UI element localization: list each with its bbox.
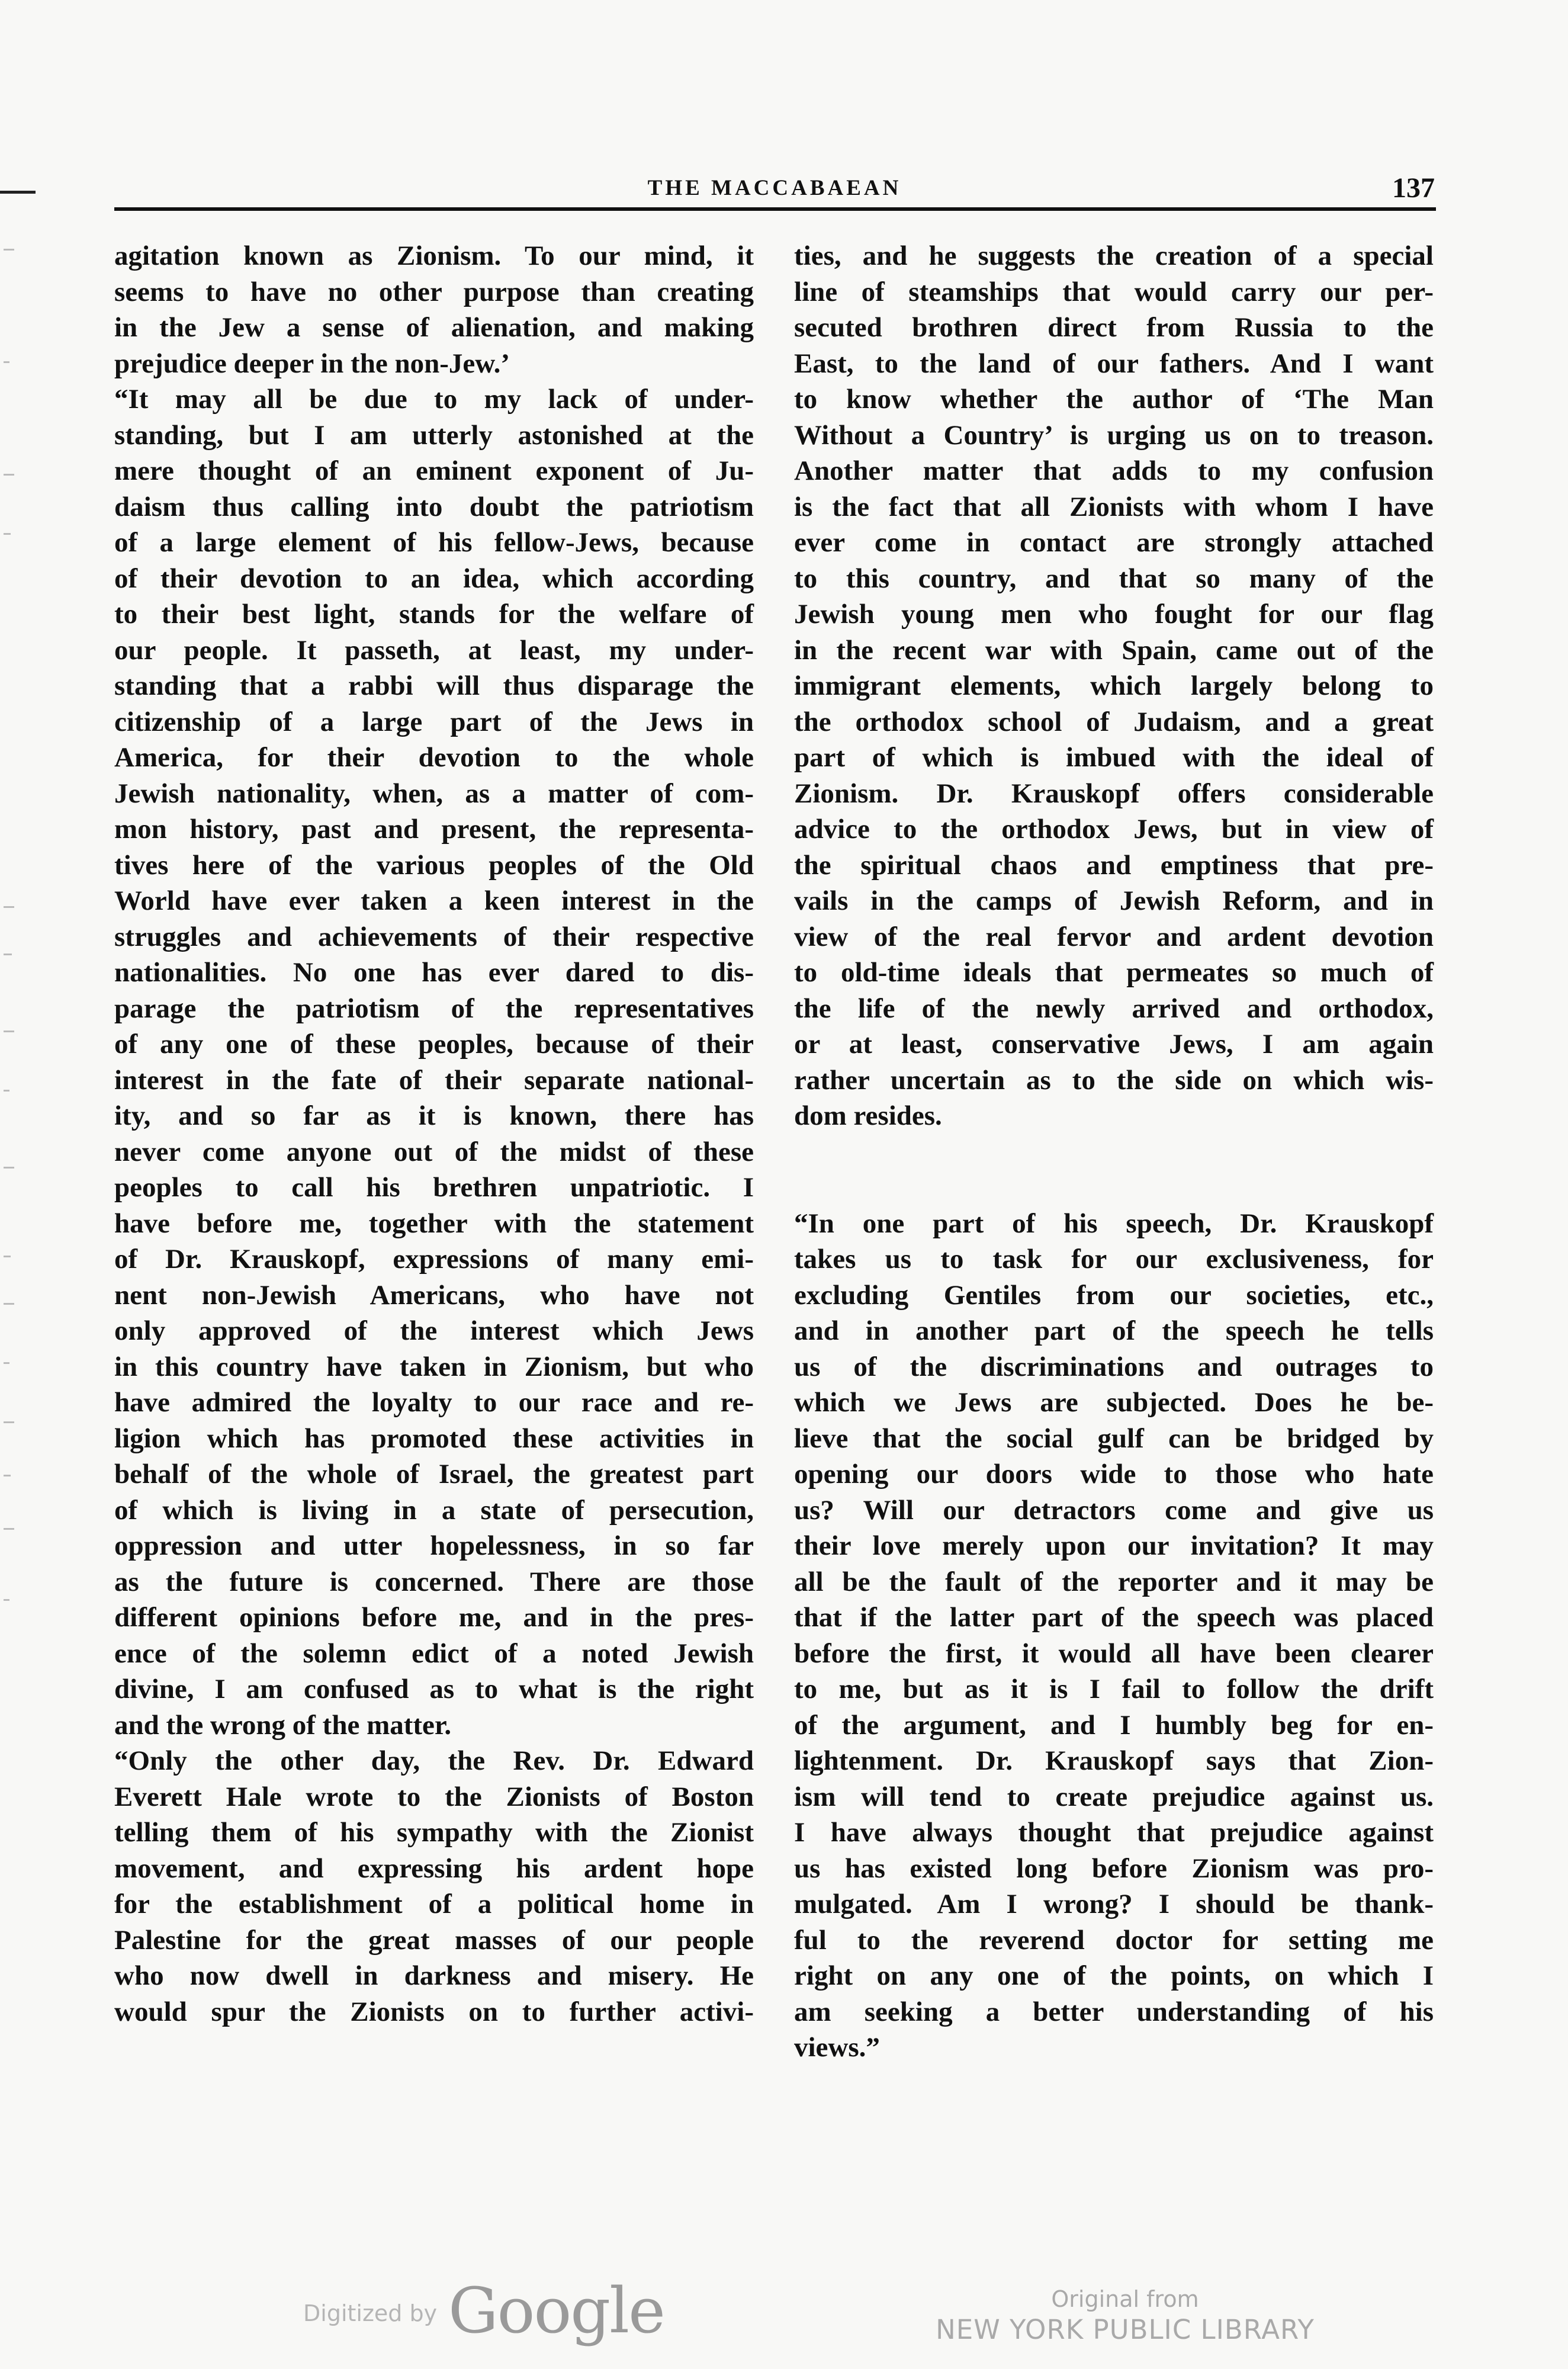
- text-line: of which is living in a state of persecution,: [114, 1494, 754, 1526]
- text-line: citizenship of a large part of the Jews in: [114, 706, 754, 737]
- running-header: [114, 172, 1435, 207]
- text-line: would spur the Zionists on to further activi-: [114, 1996, 754, 2027]
- text-line: to old-time ideals that permeates so much of: [794, 957, 1434, 988]
- text-line: never come anyone out of the midst of these: [114, 1136, 754, 1167]
- text-line: or at least, conservative Jews, I am again: [794, 1029, 1434, 1060]
- original-from-label: Original from: [1051, 2286, 1199, 2312]
- text-line: only approved of the interest which Jews: [114, 1315, 754, 1346]
- library-watermark: [918, 2285, 1332, 2346]
- text-line: struggles and achievements of their respective: [114, 921, 754, 952]
- text-line: us has existed long before Zionism was pro-: [794, 1853, 1434, 1884]
- text-line: for the establishment of a political home in: [114, 1889, 754, 1919]
- text-line: to me, but as it is I fail to follow the drift: [794, 1674, 1434, 1704]
- text-line: us? Will our detractors come and give us: [794, 1494, 1434, 1526]
- text-line: America, for their devotion to the whole: [114, 742, 754, 773]
- page-number: 137: [1392, 172, 1435, 204]
- text-line: secuted brothren direct from Russia to the: [794, 312, 1434, 343]
- text-line: ever come in contact are strongly attached: [794, 527, 1434, 558]
- text-line: view of the real fervor and ardent devotion: [794, 921, 1434, 952]
- text-line: prejudice deeper in the non-Jew.’: [114, 348, 510, 379]
- text-line: seems to have no other purpose than creating: [114, 276, 754, 307]
- text-line: right on any one of the points, on which I: [794, 1960, 1434, 1991]
- text-line: have before me, together with the statement: [114, 1208, 754, 1239]
- text-line: Zionism. Dr. Krauskopf offers considerable: [794, 778, 1434, 809]
- text-line: mere thought of an eminent exponent of Ju-: [114, 455, 754, 486]
- google-logo: Google: [448, 2274, 664, 2347]
- text-line: that if the latter part of the speech was placed: [794, 1602, 1434, 1633]
- text-line: Jewish nationality, when, as a matter of com-: [114, 778, 754, 809]
- text-line: the spiritual chaos and emptiness that pre-: [794, 849, 1434, 881]
- text-line: is the fact that all Zionists with whom I have: [794, 491, 1434, 522]
- text-line: views.”: [794, 2032, 880, 2063]
- text-line: daism thus calling into doubt the patriotism: [114, 491, 754, 522]
- text-line: agitation known as Zionism. To our mind, it: [114, 240, 754, 271]
- left-column: [114, 238, 754, 2030]
- text-line: and the wrong of the matter.: [114, 1709, 452, 1741]
- text-line: immigrant elements, which largely belong to: [794, 670, 1434, 701]
- text-line: Everett Hale wrote to the Zionists of Boston: [114, 1781, 754, 1812]
- text-line: of the argument, and I humbly beg for en-: [794, 1709, 1434, 1741]
- text-line: “In one part of his speech, Dr. Krauskopf: [794, 1208, 1434, 1239]
- text-line: in this country have taken in Zionism, but who: [114, 1351, 754, 1382]
- text-line: World have ever taken a keen interest in the: [114, 885, 754, 916]
- text-line: the orthodox school of Judaism, and a great: [794, 706, 1434, 737]
- text-line: part of which is imbued with the ideal of: [794, 742, 1434, 773]
- text-line: in the Jew a sense of alienation, and making: [114, 312, 754, 343]
- text-line: as the future is concerned. There are those: [114, 1566, 754, 1597]
- text-line: vails in the camps of Jewish Reform, and in: [794, 885, 1434, 916]
- text-line: ligion which has promoted these activities in: [114, 1423, 754, 1454]
- header-rule: [114, 207, 1436, 211]
- text-line: of any one of these peoples, because of their: [114, 1029, 754, 1060]
- text-line: rather uncertain as to the side on which wis-: [794, 1064, 1434, 1096]
- margin-edge-rule: [0, 191, 36, 194]
- library-name: NEW YORK PUBLIC LIBRARY: [936, 2314, 1315, 2345]
- text-line: behalf of the whole of Israel, the greatest part: [114, 1459, 754, 1490]
- text-line: have admired the loyalty to our race and re-: [114, 1387, 754, 1418]
- text-line: parage the patriotism of the representatives: [114, 993, 754, 1024]
- text-line: ism will tend to create prejudice against us.: [794, 1781, 1434, 1812]
- paragraph-gap: [794, 1170, 1434, 1206]
- text-line: nent non-Jewish Americans, who have not: [114, 1279, 754, 1311]
- text-line: and in another part of the speech he tells: [794, 1315, 1434, 1346]
- text-line: of a large element of his fellow-Jews, because: [114, 527, 754, 558]
- text-line: interest in the fate of their separate national-: [114, 1064, 754, 1096]
- text-line: standing, but I am utterly astonished at the: [114, 419, 754, 451]
- text-line: to this country, and that so many of the: [794, 563, 1434, 594]
- text-line: Jewish young men who fought for our flag: [794, 599, 1434, 630]
- text-line: us of the discriminations and outrages to: [794, 1351, 1434, 1382]
- right-column: [794, 238, 1434, 2066]
- text-line: advice to the orthodox Jews, but in view of: [794, 814, 1434, 845]
- binding-margin-marks: [0, 225, 30, 1706]
- text-line: to their best light, stands for the welfare of: [114, 599, 754, 630]
- text-line: mulgated. Am I wrong? I should be thank-: [794, 1889, 1434, 1919]
- text-line: Another matter that adds to my confusion: [794, 455, 1434, 486]
- text-line: am seeking a better understanding of his: [794, 1996, 1434, 2027]
- text-line: of their devotion to an idea, which according: [114, 563, 754, 594]
- text-line: nationalities. No one has ever dared to dis-: [114, 957, 754, 988]
- text-line: ful to the reverend doctor for setting me: [794, 1924, 1434, 1956]
- text-line: lieve that the social gulf can be bridged by: [794, 1423, 1434, 1454]
- text-line: peoples to call his brethren unpatriotic. I: [114, 1172, 754, 1203]
- text-line: dom resides.: [794, 1100, 942, 1131]
- text-line: standing that a rabbi will thus disparage the: [114, 670, 754, 701]
- text-line: oppression and utter hopelessness, in so far: [114, 1530, 754, 1561]
- text-line: which we Jews are subjected. Does he be-: [794, 1387, 1434, 1418]
- text-line: excluding Gentiles from our societies, etc.,: [794, 1279, 1434, 1311]
- text-line: takes us to task for our exclusiveness, for: [794, 1244, 1434, 1275]
- journal-title: THE MACCABAEAN: [647, 176, 902, 200]
- digitized-by-label: Digitized by: [303, 2300, 438, 2326]
- text-line: ties, and he suggests the creation of a special: [794, 240, 1434, 271]
- text-line: “It may all be due to my lack of under-: [114, 384, 754, 415]
- text-line: different opinions before me, and in the pres-: [114, 1602, 754, 1633]
- text-line: lightenment. Dr. Krauskopf says that Zion-: [794, 1745, 1434, 1776]
- text-line: tives here of the various peoples of the Old: [114, 849, 754, 881]
- text-line: ence of the solemn edict of a noted Jewish: [114, 1638, 754, 1669]
- text-line: Palestine for the great masses of our people: [114, 1924, 754, 1956]
- right-column-paragraph-1: [794, 238, 1434, 1134]
- text-line: ity, and so far as it is known, there has: [114, 1100, 754, 1131]
- text-line: of Dr. Krauskopf, expressions of many emi-: [114, 1244, 754, 1275]
- paragraph-gap: [794, 1134, 1434, 1170]
- text-line: before the first, it would all have been clearer: [794, 1638, 1434, 1669]
- text-line: who now dwell in darkness and misery. He: [114, 1960, 754, 1991]
- text-line: the life of the newly arrived and orthodox,: [794, 993, 1434, 1024]
- right-column-paragraph-2: [794, 1206, 1434, 2066]
- text-line: line of steamships that would carry our per-: [794, 276, 1434, 307]
- text-line: Without a Country’ is urging us on to treason.: [794, 419, 1434, 451]
- text-line: opening our doors wide to those who hate: [794, 1459, 1434, 1490]
- text-line: East, to the land of our fathers. And I want: [794, 348, 1434, 379]
- text-line: to know whether the author of ‘The Man: [794, 384, 1434, 415]
- text-line: divine, I am confused as to what is the right: [114, 1674, 754, 1704]
- text-line: “Only the other day, the Rev. Dr. Edward: [114, 1745, 754, 1776]
- text-line: movement, and expressing his ardent hope: [114, 1853, 754, 1884]
- text-line: their love merely upon our invitation? It may: [794, 1530, 1434, 1561]
- text-line: our people. It passeth, at least, my under-: [114, 634, 754, 666]
- text-line: all be the fault of the reporter and it may be: [794, 1566, 1434, 1597]
- text-line: in the recent war with Spain, came out of the: [794, 634, 1434, 666]
- text-line: mon history, past and present, the representa-: [114, 814, 754, 845]
- text-line: telling them of his sympathy with the Zionist: [114, 1817, 754, 1848]
- text-line: I have always thought that prejudice against: [794, 1817, 1434, 1848]
